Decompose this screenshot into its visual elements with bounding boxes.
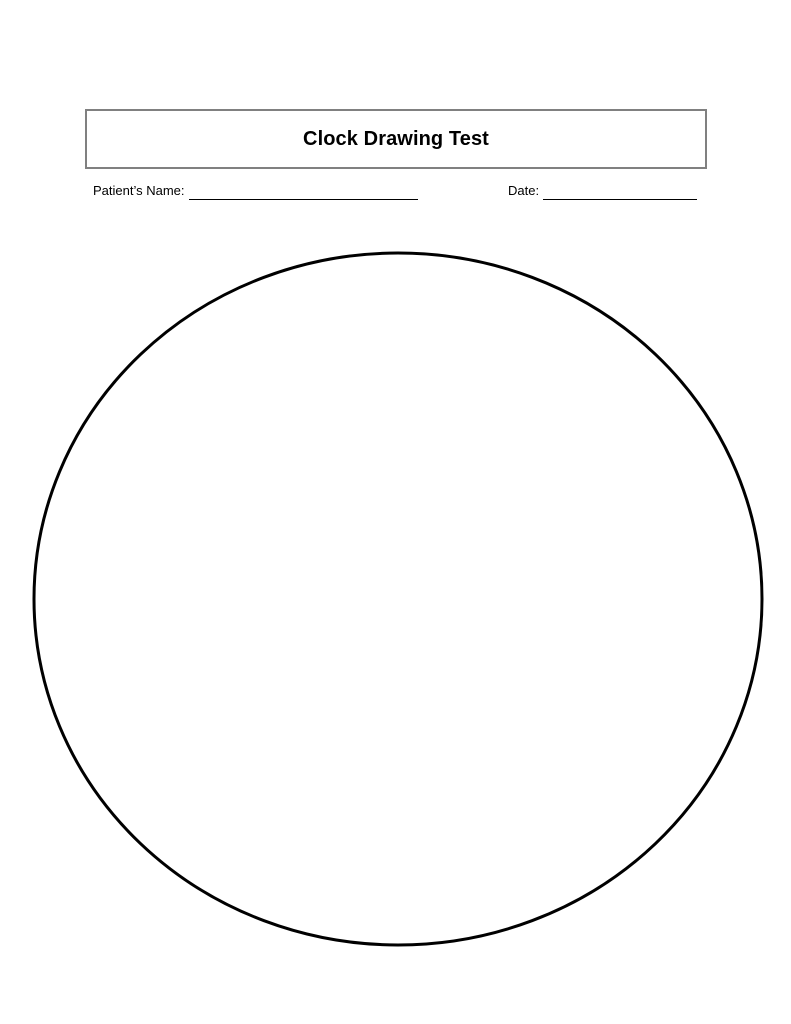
clock-circle — [34, 253, 762, 945]
date-label: Date: — [508, 183, 540, 198]
page-title: Clock Drawing Test — [303, 127, 489, 150]
patient-name-label: Patient’s Name: — [93, 183, 185, 198]
